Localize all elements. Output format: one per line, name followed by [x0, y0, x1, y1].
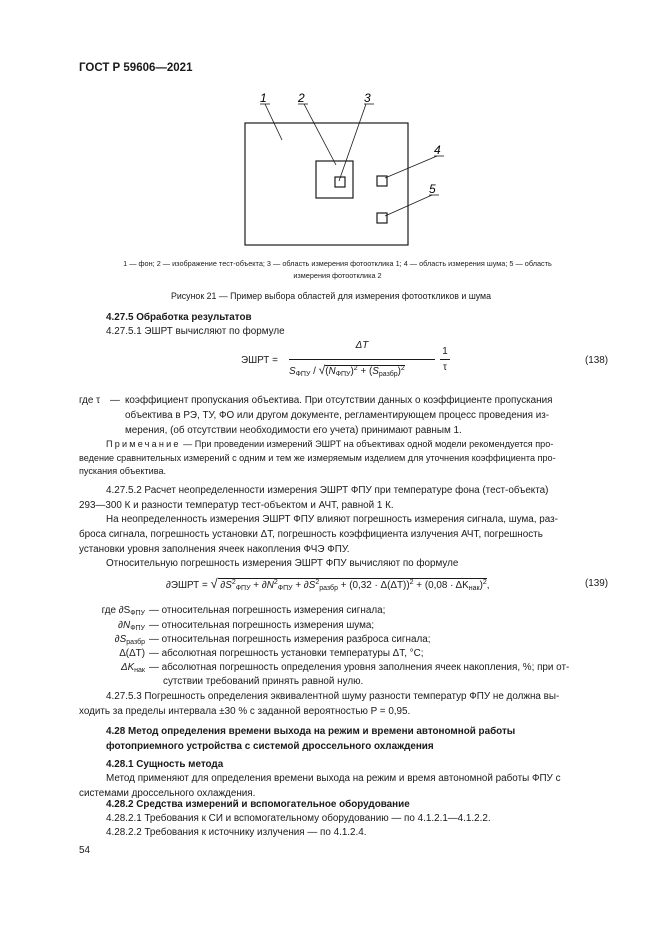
- note-line: пускания объектива.: [79, 466, 167, 477]
- section-title-4-27-5: 4.27.5 Обработка результатов: [106, 312, 252, 323]
- note-line: ведение сравнительных измерений с одним и тем же измеряемым изделием для уточнения коэффициента про-: [79, 452, 556, 463]
- note-block: [79, 438, 615, 479]
- legend-line: измерения фотоотклика 2: [293, 271, 382, 280]
- fraction-bar: [289, 359, 435, 360]
- section-title-4-28-1: 4.28.1 Сущность метода: [106, 759, 224, 770]
- figure-label-5: 5: [429, 182, 436, 196]
- legend-line: 1 — фон; 2 — изображение тест-объекта; 3 — область измерения фотоотклика 1; 4 — область измерения шума; 5 — область: [123, 259, 552, 268]
- title-line: 4.28 Метод определения времени выхода на режим и времени автономной работы: [106, 726, 516, 737]
- section-title-4-28: [79, 725, 615, 755]
- paragraph-line: установки уровня заполнения ячеек накопления ФЧЭ ФПУ.: [79, 543, 350, 555]
- figure-21: [240, 90, 445, 260]
- equation-139: ∂ЭШРТ = √ $\partial S^2_{ФПУ} + \partial N^2_{ФПУ} + \partial S^2_{разбр} + (0,32 \cdot \Delta(\Delta T))^2 + (0,08 \cdot \Delta K_{нак})^2$,: [166, 576, 490, 592]
- paragraph-4-27-5-2: [79, 484, 615, 514]
- definition-line: мерения, (об отсутствии необходимости его учета) принимают равным 1.: [125, 424, 462, 436]
- definition-line: объектива в РЭ, ТУ, ФО или другом документе, регламентирующем процесс проведения из-: [125, 409, 550, 421]
- equation-138-lhs: ЭШРТ =: [241, 355, 278, 366]
- definition-line: коэффициент пропускания объектива. При отсутствии данных о коэффициенте пропускания: [125, 395, 553, 406]
- paragraph: 4.28.2.1 Требования к СИ и вспомогательному оборудованию — по 4.1.2.1—4.1.2.2.: [106, 813, 491, 824]
- frac2-num: 1: [442, 346, 448, 357]
- equation-number-139: (139): [585, 578, 609, 589]
- where-tau-symbol: где τ: [79, 395, 101, 406]
- where-tau-dash: —: [110, 395, 120, 406]
- figure-label-4: 4: [434, 143, 441, 157]
- equation-138-numerator: ΔT: [355, 340, 369, 351]
- paragraph-line: 4.27.5.3 Погрешность определения эквивалентной шуму разности температур ФПУ не должна вы-: [106, 691, 560, 702]
- paragraph: 4.28.2.2 Требования к источнику излучения — по 4.1.2.4.: [106, 827, 367, 838]
- figure-label-2: 2: [298, 91, 305, 105]
- background-region: [245, 123, 408, 245]
- equation-number-138: (138): [585, 355, 609, 366]
- figure-label-1: 1: [260, 91, 267, 105]
- where-tau-definition: [125, 394, 615, 438]
- paragraph-line: броса сигнала, погрешность установки ΔT, погрешность коэффициента излучения АЧТ, погрешность: [79, 528, 543, 540]
- paragraph-line: 4.27.5.2 Расчет неопределенности измерения ЭШРТ ФПУ при температуре фона (тест-объекта): [106, 485, 549, 496]
- paragraph: 4.27.5.1 ЭШРТ вычисляют по формуле: [106, 326, 285, 337]
- section-title-4-28-2: 4.28.2 Средства измерений и вспомогательное оборудование: [106, 799, 410, 810]
- paragraph-line: На неопределенность измерения ЭШРТ ФПУ влияют погрешность измерения сигнала, шума, раз-: [106, 514, 558, 525]
- paragraph-uncertainty: [79, 513, 615, 557]
- figure-label-3: 3: [364, 91, 371, 105]
- fraction-bar: [440, 359, 450, 360]
- photoresponse-area-2: [377, 213, 387, 223]
- figure-legend: [60, 258, 615, 282]
- frac2-den: τ: [443, 362, 447, 373]
- definition-continuation: сутствии требований принять равной нулю.: [163, 676, 364, 687]
- paragraph-line: Метод применяют для определения времени выхода на режим и время автономной работы ФПУ с: [106, 773, 561, 784]
- title-line: фотоприемного устройства с системой дроссельного охлаждения: [106, 740, 434, 752]
- note-text: — При проведении измерений ЭШРТ на объективах одной модели рекомендуется про-: [180, 439, 554, 449]
- paragraph-line: системами дроссельного охлаждения.: [79, 787, 256, 799]
- figure-caption: Рисунок 21 — Пример выбора областей для измерения фотооткликов и шума: [170, 291, 491, 301]
- paragraph-4-27-5-3: [79, 690, 615, 720]
- page-number: 54: [79, 845, 90, 856]
- document-header: ГОСТ Р 59606—2021: [79, 62, 193, 74]
- note-label: Примечание: [106, 439, 181, 449]
- equation-138-denominator: $S_{ФПУ} / √(N_{ФПУ})^2 + (S_{разбр})^2$: [289, 363, 405, 378]
- paragraph: Относительную погрешность измерения ЭШРТ ФПУ вычисляют по формуле: [106, 558, 459, 569]
- paragraph-line: ходить за пределы интервала ±30 % с заданной вероятностью P = 0,95.: [79, 705, 411, 717]
- paragraph-line: 293—300 К и разности температур тест-объектом и АЧТ, равной 1 К.: [79, 499, 394, 511]
